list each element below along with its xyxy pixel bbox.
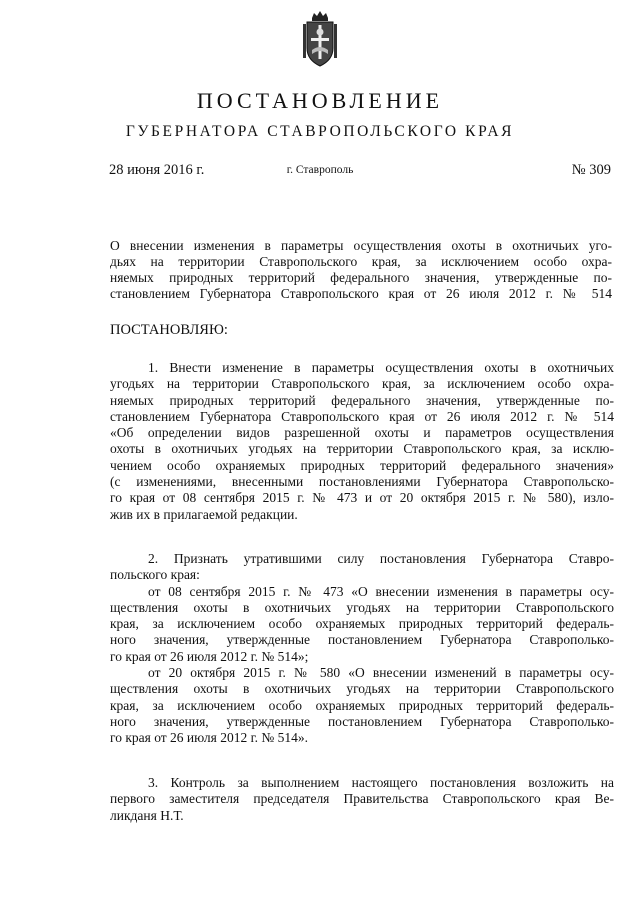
paragraph-line: 3. Контроль за выполнением настоящего постановления возложить на [148, 775, 614, 790]
title-line: становлением Губернатора Ставропольского края от 26 июля 2012 г. № 514 [110, 286, 612, 301]
paragraph-line: «Об определении видов разрешенной охоты и параметров осуществления [110, 425, 614, 441]
paragraph-line: края, за исключением особо охраняемых природных территорий федераль- [110, 616, 614, 632]
paragraph-1 [110, 360, 614, 523]
stavropol-coat-of-arms-icon [303, 10, 337, 70]
paragraph-line: 1. Внести изменение в параметры осуществления охоты в охотничьих [148, 360, 614, 375]
paragraph-line: чением особо охраняемых природных территорий федерального значения» [110, 457, 614, 473]
paragraph-line: го края от 08 сентября 2015 г. № 473 и от 20 октября 2015 г. № 580), изло- [110, 490, 614, 506]
paragraph-line: польского края: [110, 567, 200, 583]
decree-word: ПОСТАНОВЛЯЮ: [110, 322, 228, 338]
document-type-heading: ПОСТАНОВЛЕНИЕ [196, 88, 444, 113]
paragraph-line: го края от 26 июля 2012 г. № 514»; [110, 648, 309, 664]
paragraph-line: угодьях на территории Ставропольского края, за исключением особо охра- [110, 376, 614, 392]
title-line: О внесении изменения в параметры осуществления охоты в охотничьих уго- [110, 238, 612, 253]
paragraph-3 [110, 775, 614, 824]
document-city: г. Ставрополь [286, 164, 354, 176]
paragraph-line: 2. Признать утратившими силу постановления Губернатора Ставро- [148, 551, 614, 566]
paragraph-line: становлением Губернатора Ставропольского края от 26 июля 2012 г. № 514 [110, 408, 614, 424]
paragraph-line: (с изменениями, внесенными постановлениями Губернатора Ставропольско- [110, 474, 614, 490]
paragraph-line: ликданя Н.Т. [110, 807, 184, 823]
paragraph-line: от 20 октября 2015 г. № 580 «О внесении изменений в параметры осу- [148, 665, 614, 681]
issuer-heading: ГУБЕРНАТОРА СТАВРОПОЛЬСКОГО КРАЯ [125, 123, 515, 140]
document-number: № 309 [571, 162, 611, 178]
title-line: няемых природных территорий федерального значения, утвержденные по- [110, 270, 612, 285]
paragraph-line: жив их в прилагаемой редакции. [110, 506, 298, 522]
paragraph-line: ного значения, утвержденные постановлением Губернатора Ставрополько- [110, 632, 614, 648]
document-date: 28 июня 2016 г. [109, 162, 205, 178]
paragraph-line: края, за исключением особо охраняемых природных территорий федераль- [110, 697, 614, 713]
title-line: дьях на территории Ставропольского края, за исключением особо охра- [110, 254, 612, 269]
paragraph-line: няемых природных территорий федерального значения, утвержденные по- [110, 392, 614, 408]
paragraph-line: первого заместителя председателя Правительства Ставропольского края Ве- [110, 791, 614, 807]
paragraph-line: ществления охоты в охотничьих угодьях на территории Ставропольского [110, 681, 614, 697]
paragraph-line: от 08 сентября 2015 г. № 473 «О внесении изменения в параметры осу- [148, 583, 614, 599]
paragraph-line: ного значения, утвержденные постановлением Губернатора Ставрополько- [110, 713, 614, 729]
paragraph-line: ществления охоты в охотничьих угодьях на территории Ставропольского [110, 599, 614, 615]
paragraph-line: го края от 26 июля 2012 г. № 514». [110, 730, 308, 746]
paragraph-line: охоты в охотничьих угодьях на территории Ставропольского края, за исклю- [110, 441, 614, 457]
document-title [110, 238, 612, 302]
paragraph-2 [110, 551, 614, 747]
